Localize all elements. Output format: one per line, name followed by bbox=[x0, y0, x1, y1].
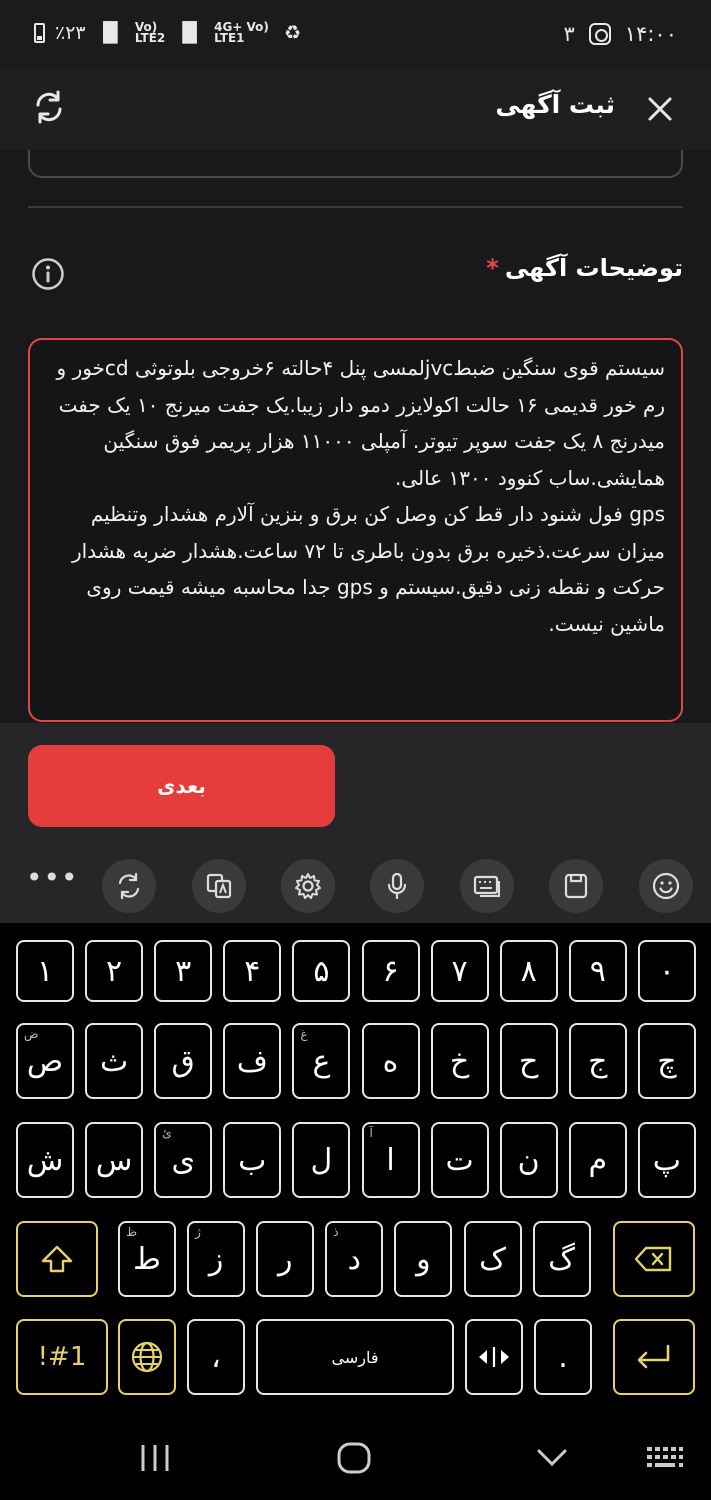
recycle-icon: ♻ bbox=[284, 22, 302, 44]
key-label: ۷ bbox=[451, 953, 468, 989]
key-hint: آ bbox=[369, 1126, 373, 1140]
key[interactable] bbox=[154, 1122, 212, 1198]
key[interactable] bbox=[16, 940, 74, 1002]
key-hint: ذ bbox=[333, 1225, 339, 1239]
key-hint: غ bbox=[300, 1027, 308, 1041]
symbols-key[interactable]: !#1 bbox=[16, 1319, 108, 1395]
key-label: ۵ bbox=[313, 953, 330, 989]
key[interactable] bbox=[154, 940, 212, 1002]
hide-keyboard-icon[interactable] bbox=[536, 1447, 568, 1469]
key-label: م bbox=[588, 1142, 608, 1178]
notification-count: ۳ bbox=[563, 22, 575, 46]
key-label: ش bbox=[26, 1142, 64, 1178]
period-key[interactable]: . bbox=[534, 1319, 592, 1395]
key[interactable] bbox=[431, 1023, 489, 1099]
keyboard-toolbar bbox=[0, 853, 711, 919]
key-label: ب bbox=[238, 1142, 267, 1178]
sim1-label: Vo) LTE2 bbox=[134, 20, 166, 45]
status-left bbox=[34, 22, 301, 44]
system-nav-bar bbox=[0, 1415, 711, 1500]
clipboard-icon[interactable] bbox=[549, 859, 603, 913]
microphone-icon[interactable] bbox=[370, 859, 424, 913]
refresh-icon[interactable] bbox=[30, 88, 68, 126]
description-label bbox=[486, 254, 683, 282]
key-label: ی bbox=[171, 1142, 195, 1178]
bottom-bar bbox=[0, 723, 711, 923]
key-label: د bbox=[347, 1241, 361, 1277]
key[interactable] bbox=[85, 1122, 143, 1198]
key[interactable] bbox=[638, 1023, 696, 1099]
key[interactable] bbox=[533, 1221, 591, 1297]
key[interactable] bbox=[223, 1023, 281, 1099]
status-right bbox=[564, 22, 677, 46]
sim2-label: 4G+ Vo) LTE1 bbox=[214, 20, 269, 45]
key-label: ک bbox=[479, 1241, 506, 1277]
description-textarea[interactable] bbox=[28, 338, 683, 722]
key[interactable] bbox=[325, 1221, 383, 1297]
description-text: سیستم قوی سنگین ضبطjvcلمسی پنل ۴حالته ۶خروجی بلوتوثی cdخور و رم خور قدیمی ۱۶ حالت اکولایزر دمو دار زیبا.یک جفت میرنج ۱۰ یک جفت میدرنج ۸ یک جفت سوپر تیوتر. آمپلی ۱۱۰۰۰ هزار پریمر فوق سنگین همایشی.ساب کنوود ۱۳۰۰ عالی. gps فول شنود دار قط کن وصل کن برق و بنزین آلارم هشدار وتنظیم میزان سرعت.ذخیره برق بدون باطری تا ۷۲ ساعت.هشدار ضربه هشدار حرکت و نقطه زنی دقیق.سیستم و gps جدا محاسبه میشه قیمت روی ماشین نیست. bbox=[56, 356, 665, 636]
translate-icon[interactable] bbox=[192, 859, 246, 913]
cursor-control-key[interactable] bbox=[465, 1319, 523, 1395]
key-label: ۶ bbox=[382, 953, 399, 989]
key[interactable] bbox=[362, 940, 420, 1002]
signal-icon: ▐▌ bbox=[95, 22, 125, 44]
key-label: پ bbox=[652, 1142, 682, 1178]
key[interactable] bbox=[464, 1221, 522, 1297]
key-label: ا bbox=[386, 1142, 395, 1178]
emoji-icon[interactable] bbox=[639, 859, 693, 913]
key[interactable] bbox=[500, 1122, 558, 1198]
cursor-arrows-icon bbox=[477, 1345, 511, 1369]
enter-icon bbox=[634, 1343, 674, 1371]
key[interactable] bbox=[362, 1122, 420, 1198]
key[interactable] bbox=[569, 940, 627, 1002]
key-hint: ض bbox=[24, 1027, 39, 1041]
key-hint: ئ bbox=[162, 1126, 172, 1140]
next-button[interactable]: بعدی bbox=[28, 745, 335, 827]
key-label: س bbox=[95, 1142, 133, 1178]
previous-field[interactable] bbox=[28, 150, 683, 178]
status-bar bbox=[0, 0, 711, 68]
key-label: ف bbox=[236, 1043, 268, 1079]
battery-icon bbox=[34, 23, 45, 43]
language-globe-key[interactable] bbox=[118, 1319, 176, 1395]
key-label: خ bbox=[449, 1043, 470, 1079]
key-label: ث bbox=[99, 1043, 129, 1079]
key-label: ص bbox=[26, 1043, 64, 1079]
key[interactable] bbox=[431, 940, 489, 1002]
info-icon[interactable] bbox=[31, 257, 65, 291]
enter-key[interactable] bbox=[613, 1319, 695, 1395]
signal-icon: ▐▌ bbox=[174, 22, 205, 44]
key[interactable] bbox=[223, 940, 281, 1002]
key[interactable] bbox=[85, 1023, 143, 1099]
keyboard-switch-icon[interactable] bbox=[646, 1445, 684, 1473]
key-label: ج bbox=[588, 1043, 608, 1079]
key-label: ح bbox=[519, 1043, 539, 1079]
key-label: ۱ bbox=[36, 953, 54, 989]
translate-swap-icon[interactable] bbox=[102, 859, 156, 913]
key-label: ۲ bbox=[106, 953, 123, 989]
key[interactable] bbox=[154, 1023, 212, 1099]
key-label: ن bbox=[517, 1142, 540, 1178]
key[interactable] bbox=[16, 1122, 74, 1198]
close-icon[interactable] bbox=[643, 92, 677, 126]
clock: ۱۴:۰۰ bbox=[624, 22, 677, 46]
description-label-text: توضیحات آگهی bbox=[504, 254, 683, 282]
key-label: گ bbox=[548, 1241, 576, 1277]
key-label: ۳ bbox=[175, 953, 192, 989]
key[interactable] bbox=[85, 940, 143, 1002]
comma-key[interactable]: ، bbox=[187, 1319, 245, 1395]
keyboard bbox=[0, 923, 711, 1500]
instagram-icon bbox=[589, 23, 611, 45]
key[interactable] bbox=[638, 1122, 696, 1198]
required-mark: * bbox=[486, 254, 499, 282]
key-label: ل bbox=[310, 1142, 333, 1178]
key-label: و bbox=[416, 1241, 431, 1277]
key[interactable] bbox=[500, 1023, 558, 1099]
shift-key[interactable] bbox=[16, 1221, 98, 1297]
space-key[interactable]: فارسی bbox=[256, 1319, 454, 1395]
home-icon[interactable] bbox=[336, 1441, 372, 1475]
key-label: ۸ bbox=[520, 953, 537, 989]
settings-icon[interactable] bbox=[281, 859, 335, 913]
keyboard-mode-icon[interactable] bbox=[460, 859, 514, 913]
key[interactable] bbox=[256, 1221, 314, 1297]
key-label: ط bbox=[133, 1241, 161, 1277]
key-label: ز bbox=[208, 1241, 224, 1277]
key-hint: ژ bbox=[195, 1225, 201, 1239]
app-header bbox=[0, 68, 711, 150]
key-label: ه bbox=[382, 1043, 399, 1079]
key[interactable] bbox=[292, 1023, 350, 1099]
backspace-key[interactable] bbox=[613, 1221, 695, 1297]
key-label: ۴ bbox=[244, 953, 261, 989]
key-label: ع bbox=[312, 1043, 331, 1079]
divider bbox=[28, 206, 683, 208]
more-icon[interactable]: ••• bbox=[26, 861, 79, 894]
key-hint: ظ bbox=[126, 1225, 138, 1239]
key[interactable] bbox=[362, 1023, 420, 1099]
key[interactable] bbox=[431, 1122, 489, 1198]
recent-apps-icon[interactable] bbox=[138, 1441, 172, 1475]
key[interactable] bbox=[638, 940, 696, 1002]
key[interactable] bbox=[16, 1023, 74, 1099]
key[interactable] bbox=[187, 1221, 245, 1297]
key[interactable] bbox=[118, 1221, 176, 1297]
key[interactable] bbox=[500, 940, 558, 1002]
form-content bbox=[0, 150, 711, 723]
page-title: ثبت آگهی bbox=[495, 90, 615, 119]
globe-icon bbox=[130, 1340, 164, 1374]
key-label: ت bbox=[445, 1142, 474, 1178]
key[interactable] bbox=[569, 1122, 627, 1198]
key-label: ۹ bbox=[589, 953, 606, 989]
key-label: ر bbox=[277, 1241, 293, 1277]
key[interactable] bbox=[569, 1023, 627, 1099]
key[interactable] bbox=[292, 940, 350, 1002]
key-label: ق bbox=[171, 1043, 195, 1079]
battery-level: ٪۲۳ bbox=[55, 22, 86, 44]
key[interactable] bbox=[223, 1122, 281, 1198]
key[interactable] bbox=[292, 1122, 350, 1198]
key-label: چ bbox=[657, 1043, 677, 1079]
key-label: ۰ bbox=[658, 953, 675, 989]
key[interactable] bbox=[394, 1221, 452, 1297]
